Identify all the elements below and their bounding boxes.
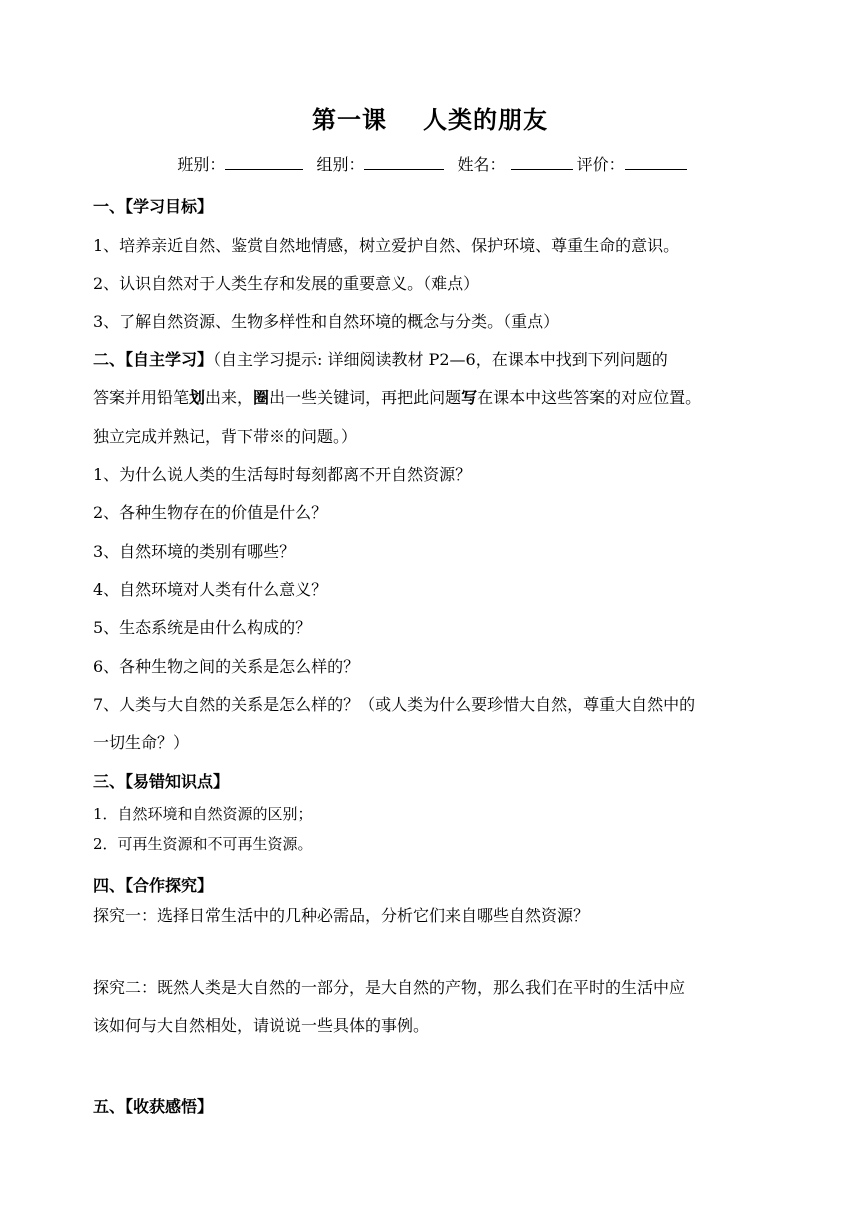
section-2-first-line <box>93 347 668 370</box>
intro-keyword-write: 写 <box>461 388 478 407</box>
inquiry-1: 探究一：选择日常生活中的几种必需品，分析它们来自哪些自然资源？ <box>93 906 590 925</box>
page-title <box>0 100 860 135</box>
question-4: 4、自然环境对人类有什么意义？ <box>93 580 328 599</box>
eval-label: 评价： <box>576 155 625 174</box>
inquiry-2-line1: 探究二：既然人类是大自然的一部分，是大自然的产物，那么我们在平时的生活中应 <box>93 978 686 997</box>
name-label: 姓名： <box>457 155 506 174</box>
intro-text: 答案并用铅笔 <box>93 388 190 407</box>
section-2-intro-line3: 独立完成并熟记，背下带※的问题。） <box>93 427 358 446</box>
student-info-row <box>0 152 860 175</box>
section-2-intro-line2 <box>93 385 701 408</box>
question-3: 3、自然环境的类别有哪些？ <box>93 542 296 561</box>
intro-text: 出一些关键词，再把此问题 <box>269 388 462 407</box>
group-blank[interactable] <box>364 154 444 170</box>
name-blank[interactable] <box>511 154 573 170</box>
goal-item-2: 2、认识自然对于人类生存和发展的重要意义。（难点） <box>93 274 480 293</box>
mistake-item-1: 1．自然环境和自然资源的区别； <box>93 805 313 823</box>
inquiry-2-line2: 该如何与大自然相处，请说说一些具体的事例。 <box>93 1016 430 1035</box>
intro-text: 在课本中这些答案的对应位置。 <box>477 388 702 407</box>
goal-item-3: 3、了解自然资源、生物多样性和自然环境的概念与分类。（重点） <box>93 312 560 331</box>
section-2-heading: 二、【自主学习】 <box>93 350 214 369</box>
intro-keyword-draw: 划 <box>189 388 206 407</box>
section-1-heading: 一、【学习目标】 <box>93 197 214 216</box>
question-1: 1、为什么说人类的生活每时每刻都离不开自然资源？ <box>93 465 472 484</box>
title-topic: 人类的朋友 <box>423 106 548 134</box>
section-4-heading: 四、【合作探究】 <box>93 876 214 895</box>
goal-item-1: 1、培养亲近自然、鉴赏自然地情感，树立爱护自然、保护环境、尊重生命的意识。 <box>93 236 680 255</box>
title-lesson: 第一课 <box>312 106 387 134</box>
section-2-intro-line1: （自主学习提示: 详细阅读教材 P2—6，在课本中找到下列问题的 <box>213 350 668 369</box>
intro-text: 出来， <box>205 388 254 407</box>
question-7: 7、人类与大自然的关系是怎么样的？（或人类为什么要珍惜大自然，尊重大自然中的 <box>93 695 696 714</box>
class-blank[interactable] <box>225 154 303 170</box>
question-6: 6、各种生物之间的关系是怎么样的？ <box>93 657 360 676</box>
question-7-continued: 一切生命？） <box>93 733 190 752</box>
section-5-heading: 五、【收获感悟】 <box>93 1097 214 1116</box>
section-3-heading: 三、【易错知识点】 <box>93 772 230 791</box>
mistake-item-2: 2．可再生资源和不可再生资源。 <box>93 835 313 853</box>
class-label: 班别： <box>177 155 226 174</box>
eval-blank[interactable] <box>625 154 687 170</box>
group-label: 组别： <box>316 155 365 174</box>
question-2: 2、各种生物存在的价值是什么？ <box>93 503 328 522</box>
intro-keyword-circle: 圈 <box>253 388 270 407</box>
question-5: 5、生态系统是由什么构成的？ <box>93 618 312 637</box>
